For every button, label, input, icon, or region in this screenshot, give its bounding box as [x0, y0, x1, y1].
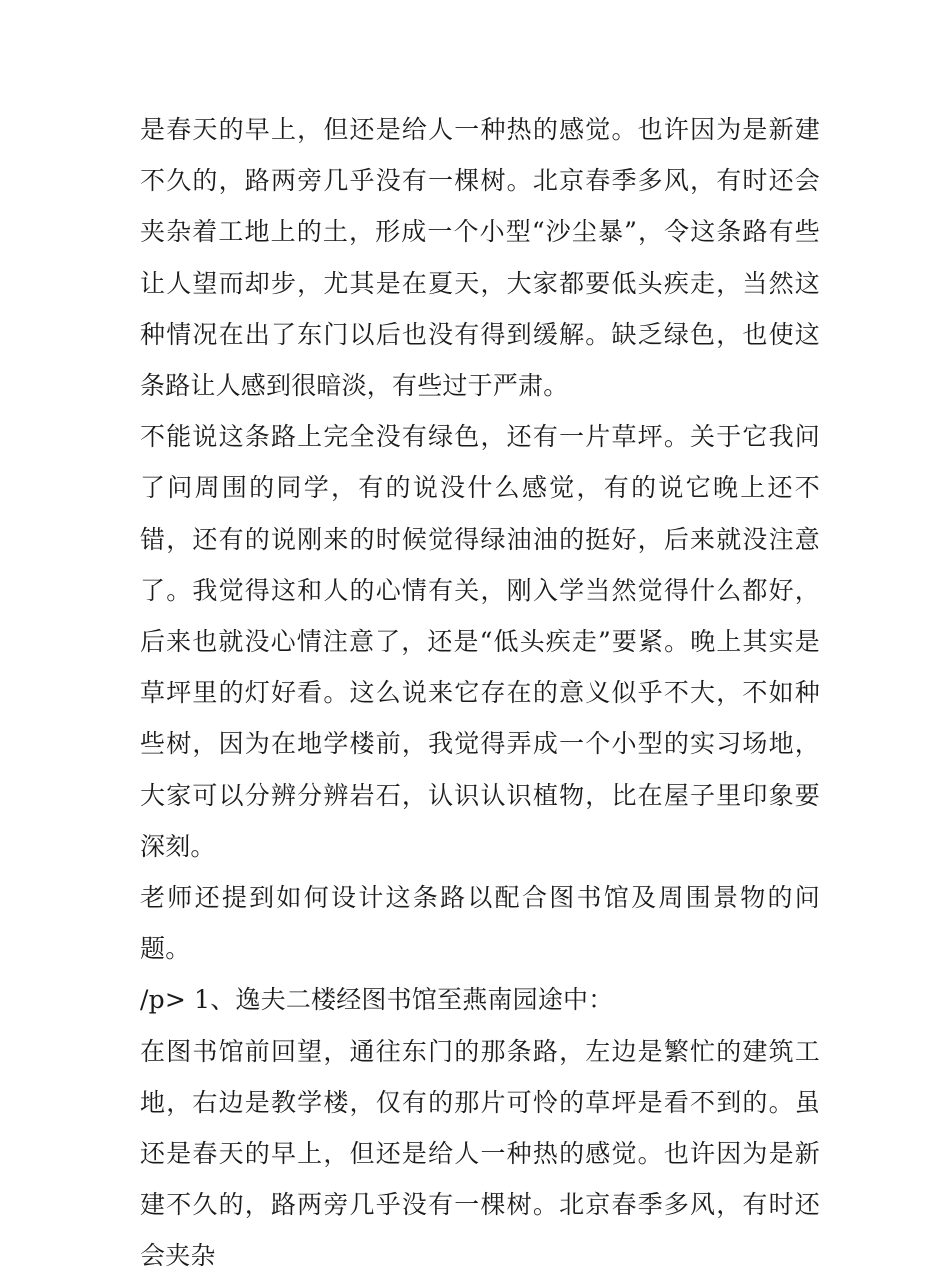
paragraph-3: 老师还提到如何设计这条路以配合图书馆及周围景物的问题。: [140, 883, 820, 964]
paragraph-5: 在图书馆前回望，通往东门的那条路，左边是繁忙的建筑工地，右边是教学楼，仅有的那片可怜的草坪是看不到的。虽还是春天的早上，但还是给人一种热的感觉。也许因为是新建不久的，路两旁几乎没有一棵树。北京春季多风，有时还会夹杂: [140, 1036, 820, 1271]
paragraph-1: 是春天的早上，但还是给人一种热的感觉。也许因为是新建不久的，路两旁几乎没有一棵树。北京春季多风，有时还会夹杂着工地上的土，形成一个小型“沙尘暴”，令这条路有些让人望而却步，尤其是在夏天，大家都要低头疾走，当然这种情况在出了东门以后也没有得到缓解。缺乏绿色，也使这条路让人感到很暗淡，有些过于严肃。: [140, 115, 820, 401]
paragraph-2: 不能说这条路上完全没有绿色，还有一片草坪。关于它我问了问周围的同学，有的说没什么感觉，有的说它晚上还不错，还有的说刚来的时候觉得绿油油的挺好，后来就没注意了。我觉得这和人的心情有关，刚入学当然觉得什么都好，后来也就没心情注意了，还是“低头疾走”要紧。晚上其实是草坪里的灯好看。这么说来它存在的意义似乎不大，不如种些树，因为在地学楼前，我觉得弄成一个小型的实习场地，大家可以分辨分辨岩石，认识认识植物，比在屋子里印象要深刻。: [140, 422, 820, 861]
document-body: [140, 104, 820, 1282]
paragraph-4: /p> 1、逸夫二楼经图书馆至燕南园途中：: [140, 985, 614, 1015]
